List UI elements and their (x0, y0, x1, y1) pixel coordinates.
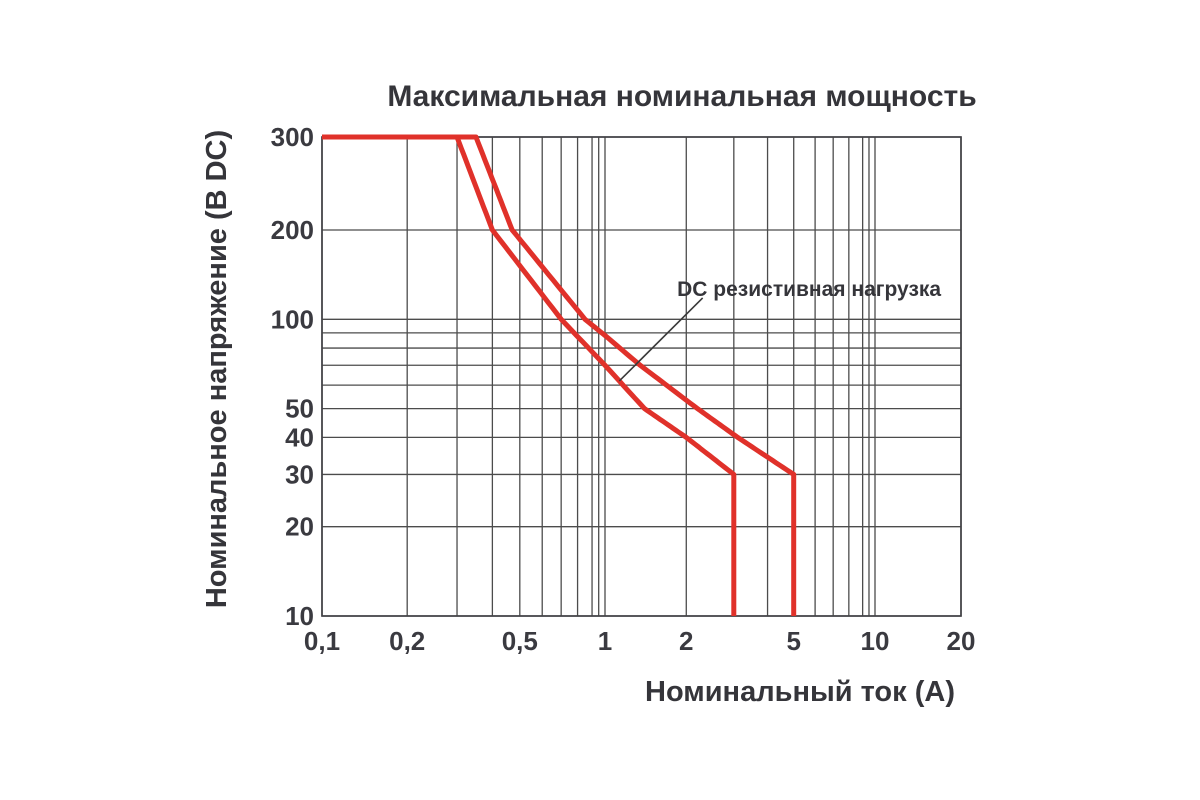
y-tick-label: 200 (270, 215, 314, 245)
x-tick-label: 10 (860, 626, 890, 656)
x-tick-label: 0,2 (389, 626, 426, 656)
chart-title: Максимальная номинальная мощность (387, 80, 977, 113)
x-tick-label: 5 (786, 626, 801, 656)
y-tick-label: 30 (285, 459, 314, 490)
y-tick-label: 10 (285, 601, 314, 631)
y-tick-label: 50 (285, 393, 314, 424)
x-tick-label: 0,5 (501, 626, 538, 656)
y-tick-label: 100 (270, 304, 314, 335)
x-tick-label: 20 (946, 626, 976, 656)
annotation-label: DC резистивная нагрузка (677, 277, 942, 301)
x-tick-label: 2 (679, 626, 694, 656)
plot-border (322, 137, 961, 616)
series-curves (322, 137, 794, 616)
y-tick-label: 40 (285, 422, 314, 453)
x-tick-label: 1 (597, 626, 613, 656)
dc-resistive-load-lower-curve-approx-90W (322, 137, 734, 616)
dc-resistive-load-upper-curve-approx-150W (322, 137, 794, 616)
x-axis-title: Номинальный ток (А) (645, 676, 955, 708)
x-tick-label: 0,1 (303, 626, 341, 656)
gridlines (322, 137, 961, 616)
y-tick-label: 20 (285, 511, 314, 542)
y-tick-label: 300 (270, 122, 314, 152)
annotation-leader-line (619, 298, 702, 381)
tick-labels (271, 122, 976, 656)
y-axis-title: Номинальное напряжение (В DC) (201, 129, 233, 609)
